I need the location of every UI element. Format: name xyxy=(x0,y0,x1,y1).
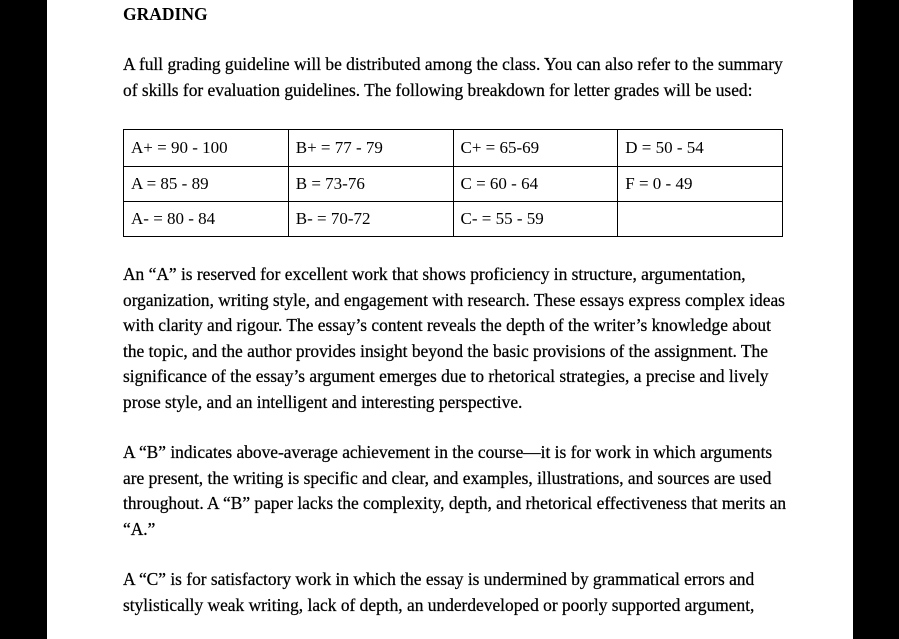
table-cell: C = 60 - 64 xyxy=(453,167,618,202)
table-cell: B+ = 77 - 79 xyxy=(288,130,453,167)
table-cell: A = 85 - 89 xyxy=(124,167,289,202)
document-page xyxy=(47,0,853,639)
section-heading: GRADING xyxy=(123,4,208,24)
table-row xyxy=(124,130,783,167)
table-cell: B = 73-76 xyxy=(288,167,453,202)
grade-breakdown-table xyxy=(123,129,783,237)
document-content xyxy=(123,3,791,618)
table-cell: A- = 80 - 84 xyxy=(124,202,289,237)
table-cell-empty xyxy=(618,202,783,237)
table-row xyxy=(124,202,783,237)
table-row xyxy=(124,167,783,202)
table-cell: C- = 55 - 59 xyxy=(453,202,618,237)
table-cell: B- = 70-72 xyxy=(288,202,453,237)
intro-paragraph: A full grading guideline will be distributed among the class. You can also refer to the summary of skills for evaluation guidelines. The following breakdown for letter grades will be used: xyxy=(123,54,783,100)
grade-a-paragraph: An “A” is reserved for excellent work that shows proficiency in structure, argumentation, organization, writing style, and engagement with research. These essays express complex ideas with clarity and rigour. The essay’s content reveals the depth of the writer’s knowledge about the topic, and the author provides insight beyond the basic provisions of the assignment. The significance of the essay’s argument emerges due to rhetorical strategies, a precise and lively prose style, and an intelligent and interesting perspective. xyxy=(123,264,785,412)
table-cell: A+ = 90 - 100 xyxy=(124,130,289,167)
table-cell: C+ = 65-69 xyxy=(453,130,618,167)
grade-c-paragraph: A “C” is for satisfactory work in which the essay is undermined by grammatical errors and stylistically weak writing, lack of depth, an underdeveloped or poorly supported argument, xyxy=(123,569,755,615)
grade-b-paragraph: A “B” indicates above-average achievement in the course—it is for work in which arguments are present, the writing is specific and clear, and examples, illustrations, and sources are used throughout. A “B” paper lacks the complexity, depth, and rhetorical effectiveness that merits an “A.” xyxy=(123,442,787,539)
table-cell: D = 50 - 54 xyxy=(618,130,783,167)
table-cell: F = 0 - 49 xyxy=(618,167,783,202)
